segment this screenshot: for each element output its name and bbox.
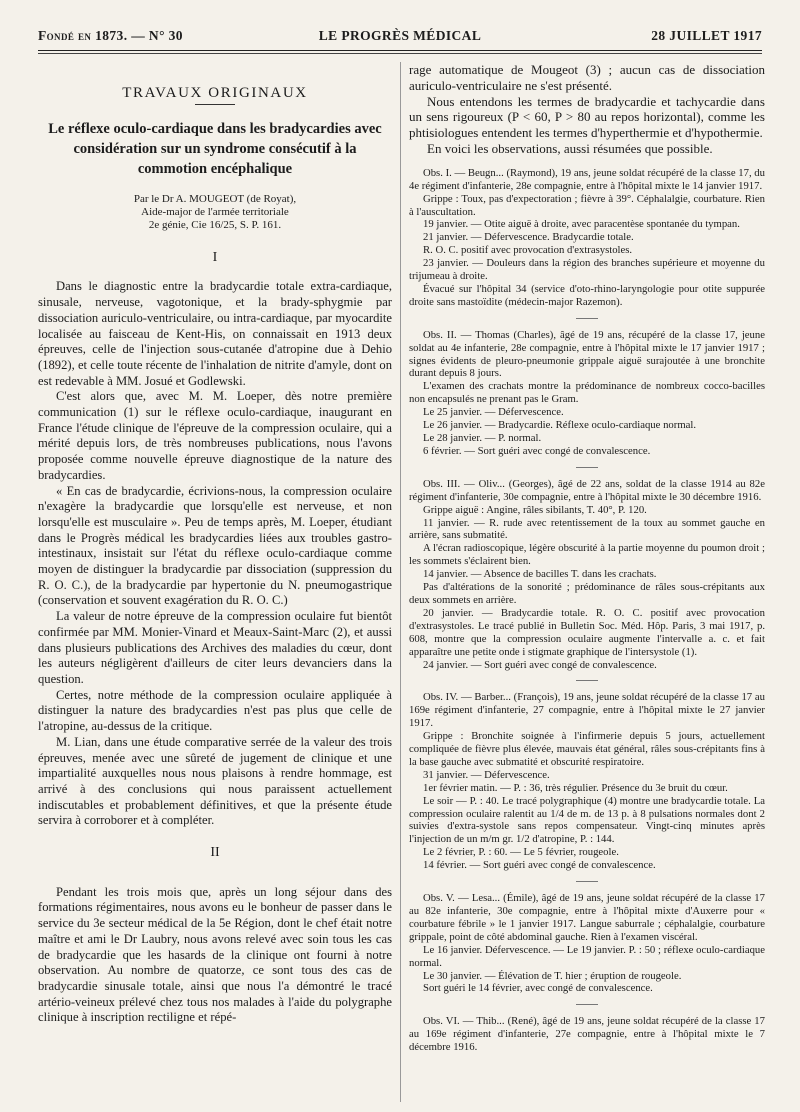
observation-line: Le 30 janvier. — Élévation de T. hier ; éruption de rougeole. — [423, 969, 682, 982]
observation-heading: Obs. I. — Beugn... (Raymond), 19 ans, jeune soldat récupéré de la classe 17, du 4e régiment d'infanterie, 28e compagnie, entre à l'hôpital mixte le 14 janvier 1917. — [409, 166, 765, 192]
observation-line: Pas d'altérations de la sonorité ; prédominance de râles sous-crépitants aux deux sommets en arrière. — [409, 581, 765, 606]
observation-line: 23 janvier. — Douleurs dans la région des branches supérieure et moyenne du trijumeau à droite. — [409, 257, 765, 283]
observation-line: L'examen des crachats montre la prédominance de nombreux cocco-bacilles non encapsulés ne prenant pas le Gram. — [409, 380, 765, 406]
observation-line: 1er février matin. — P. : 36, très régulier. Présence du 3e bruit du cœur. — [423, 781, 728, 794]
observation-line: Le 26 janvier. — Bradycardie. Réflexe oculo-cardiaque normal. — [423, 419, 697, 432]
affiliation-line: 2e génie, Cie 16/25, S. P. 161. — [148, 218, 282, 231]
body-paragraph: M. Lian, dans une étude comparative serrée de la valeur des trois épreuves, menée avec une sûreté de jugement de clinique et une impartialité auxquelles nous nous plaisons à rendre hommage, est arrivé à des conclusions qui nous paraissent actuellement indiscutables et probablement définitives, et que la présente étude servira à corroborer et à compléter. — [38, 734, 392, 828]
header-rule — [38, 50, 762, 51]
body-paragraph: Certes, notre méthode de la compression oculaire appliquée à distinguer la nature des bradycardies n'est pas plus que celle de l'atropine, au-dessus de la critique. — [38, 687, 392, 734]
body-paragraph: Pendant les trois mois que, après un long séjour dans des formations régimentaires, nous avons eu le bonheur de passer dans le service du 3e secteur médical de la 5e Région, dont le chef était notre maître et ami le Dr Laubry, nous avons relevé avec soin tous les cas de bradycardie que les hasards de la clinique ont fourni à notre observation. Au nombre de quatorze, ce sont tous des cas de bradycardie sinusale totale, ainsi que nous l'a démontré le tracé artério-veineux prélevé chez tous nos malades à l'aide du polygraphe clinique à inscription rectiligne et répé- — [38, 884, 392, 1025]
body-paragraph: « En cas de bradycardie, écrivions-nous, la compression oculaire n'exagère la bradycardie que lorsqu'elle est nerveuse, et non lorsqu'elle est musculaire ». Peu de temps après, M. Loeper, étudiant dans le Progrès médical les bradycardies liées aux troubles gastro-intestinaux, insistait sur l'état du réflexe oculo-cardiaque comme moyen de distinguer la bradycardie par dissociation (suppression du R. O. C.), de la bradycardie par hypertonie du N. pneumogastrique (conservation et souvent exagération du R. O. C.) — [38, 483, 392, 608]
observation-line: 21 janvier. — Défervescence. Bradycardie totale. — [423, 231, 634, 244]
observation-line: 6 février. — Sort guéri avec congé de convalescence. — [423, 444, 651, 457]
observation-line: 14 février. — Sort guéri avec congé de convalescence. — [423, 859, 656, 872]
observation-heading: Obs. V. — Lesa... (Émile), âgé de 19 ans, jeune soldat récupéré de la classe 17 au 82e infanterie, 30e compagnie, entre à l'hôpital mixte d'Auxerre pour « courbature fébrile » le 1 janvier 1917. Langue saburrale ; céphalalgie, courbature grippale, point de côté abdominal gauche. Rien à l'examen viscéral. — [409, 892, 765, 943]
observation-block — [409, 329, 765, 458]
part-numeral: II — [210, 845, 220, 861]
observation-line: Grippe : Toux, pas d'expectoration ; fièvre à 39°. Céphalalgie, courbature. Rien à l'auscultation. — [409, 192, 765, 218]
left-column — [38, 62, 392, 1026]
observation-separator — [576, 467, 598, 468]
column-divider — [400, 62, 401, 1102]
observation-line: R. O. C. positif avec provocation d'extrasystoles. — [423, 244, 633, 257]
observation-line: 14 janvier. — Absence de bacilles T. dans les crachats. — [423, 568, 657, 581]
body-paragraph: Dans le diagnostic entre la bradycardie totale extra-cardiaque, sinusale, nerveuse, vagotonique, et la brady-sphygmie par dissociation auriculo-ventriculaire, ou intra-cardiaque, par myocardite localisée au faisceau de Kent-His, on connaissait en 1913 deux épreuves, celle de l'injection sous-cutanée d'atropine due à Dehio (1892), et celle toute récente de l'inhalation de nitrite d'amyle, dont on est redevable à MM. Josué et Godlewski. — [38, 279, 392, 388]
observation-line: 24 janvier. — Sort guéri avec congé de convalescence. — [423, 658, 657, 671]
part-numeral: I — [212, 249, 218, 265]
body-paragraph: La valeur de notre épreuve de la compression oculaire fut bientôt confirmée par MM. Monier-Vinard et Meaux-Saint-Marc (2), et aussi dans plusieurs publications des Archives des maladies du cœur, dont les auteurs négligèrent d'ailleurs de citer leurs devanciers dans la question. — [38, 609, 392, 686]
observation-heading: Obs. VI. — Thib... (René), âgé de 19 ans, jeune soldat récupéré de la classe 17 au 169e régiment d'infanterie, 27e compagnie, entre à l'hôpital mixte le 7 décembre 1916. — [409, 1015, 765, 1054]
observation-heading: Obs. IV. — Barber... (François), 19 ans, jeune soldat récupéré de la classe 17 au 169e régiment d'infanterie, 27 compagnie, entre à l'hôpital mixte le 27 janvier 1917. — [409, 691, 765, 730]
observation-block — [409, 478, 765, 672]
observation-separator — [576, 318, 598, 319]
body-paragraph: En voici les observations, aussi résumées que possible. — [427, 140, 713, 156]
observation-line: Sort guéri le 14 février, avec congé de convalescence. — [423, 982, 653, 995]
section-rule — [195, 104, 235, 105]
observation-separator — [576, 680, 598, 681]
observation-line: Le 25 janvier. — Défervescence. — [423, 406, 564, 419]
affiliation-line: Aide-major de l'armée territoriale — [141, 205, 289, 218]
section-heading: TRAVAUX ORIGINAUX — [122, 85, 308, 101]
article-title: Le réflexe oculo-cardiaque dans les bradycardies avec considération sur un syndrome consécutif à la commotion encéphalique — [48, 120, 382, 177]
observation-line: 11 janvier. — R. rude avec retentissement de la toux au sommet gauche en arrière, sans submatité. — [409, 516, 765, 542]
observation-block — [409, 1015, 765, 1054]
founding-issue: Fondé en 1873. — N° 30 — [38, 28, 183, 43]
observation-block — [409, 691, 765, 872]
observation-separator — [576, 881, 598, 882]
observation-line: Évacué sur l'hôpital 34 (service d'oto-rhino-laryngologie pour otite suppurée droite sans mastoïdite (médecin-major Razemon). — [409, 282, 765, 308]
observation-line: A l'écran radioscopique, légère obscurité à la partie moyenne du poumon droit ; les sommets s'éclairent bien. — [409, 542, 765, 568]
page-header — [38, 28, 762, 48]
header-rule-thin — [38, 53, 762, 54]
byline: Par le Dr A. MOUGEOT (de Royat), — [133, 192, 297, 205]
observation-line: Grippe : Bronchite soignée à l'infirmerie depuis 5 jours, actuellement compliquée de fièvre plus élevée, mauvais état général, râles sous-crépitants fins à la base gauche avec submatité et obscurité respiratoire. — [409, 730, 765, 768]
issue-date: 28 JUILLET 1917 — [651, 28, 762, 43]
observations — [409, 167, 765, 1054]
author-affiliation — [38, 206, 392, 232]
observation-line: 19 janvier. — Otite aiguë à droite, avec paracentèse spontanée du tympan. — [423, 218, 740, 231]
right-column — [409, 62, 765, 1054]
observation-line: Grippe aiguë : Angine, râles sibilants, T. 40°, P. 120. — [423, 503, 647, 516]
body-paragraph: Nous entendons les termes de bradycardie et tachycardie dans un sens rigoureux (P < 60, P > 80 au repos horizontal), comme les phtisiologues entendent les termes d'hyperthermie et d'hypothermie. — [409, 93, 765, 141]
body-paragraph: rage automatique de Mougeot (3) ; aucun cas de dissociation auriculo-ventriculaire ne s'est présenté. — [409, 62, 765, 93]
journal-title: LE PROGRÈS MÉDICAL — [318, 28, 482, 43]
observation-line: Le 16 janvier. Défervescence. — Le 19 janvier. P. : 50 ; réflexe oculo-cardiaque normal. — [409, 943, 765, 969]
observation-line: Le soir — P. : 40. Le tracé polygraphique (4) montre une bradycardie totale. La compression oculaire ralentit au 1/4 de m. de 13 p. à 8 pulsations normales dont 2 suivies d'extra-systole sans repos compensateur. Vingt-cinq minutes après l'injection de un m/m gr. 1/2 d'atropine, P. : 144. — [409, 794, 765, 846]
observation-heading: Obs. II. — Thomas (Charles), âgé de 19 ans, récupéré de la classe 17, jeune soldat au 4e infanterie, 28e compagnie, entre à l'hôpital mixte le 17 janvier 1917 ; signes évidents de pleuro-pneumonie grippale aiguë surajoutée à une bronchite durant depuis 8 jours. — [409, 328, 765, 380]
observation-separator — [576, 1004, 598, 1005]
observation-line: 20 janvier. — Bradycardie totale. R. O. C. positif avec provocation d'extrasystoles. Le tracé publié in Bulletin Soc. Méd. Hôp. Paris, 3 mai 1917, p. 608, montre que la compression oculaire augmente l'intervalle a. c. et fait apparaître une petite onde i stigmate graphique de l'intersystole (1). — [409, 606, 765, 658]
observation-line: Le 2 février, P. : 60. — Le 5 février, rougeole. — [423, 846, 619, 859]
observation-block — [409, 892, 765, 995]
observation-line: 31 janvier. — Défervescence. — [423, 768, 550, 781]
observation-line: Le 28 janvier. — P. normal. — [423, 432, 542, 444]
observation-block — [409, 167, 765, 309]
observation-heading: Obs. III. — Oliv... (Georges), âgé de 22 ans, soldat de la classe 1914 au 82e régiment d'infanterie, 30e compagnie, entre à l'hôpital mixte le 30 décembre 1916. — [409, 477, 765, 503]
body-paragraph: C'est alors que, avec M. M. Loeper, dès notre première communication (1) sur le réflexe oculo-cardiaque, inaugurant en France l'étude clinique de l'épreuve de la compression oculaire, qui a mérité depuis lors, de très nombreuses publications, nous l'avons proposée comme nouvelle épreuve diagnostique de la nature des bradycardies. — [38, 389, 392, 482]
